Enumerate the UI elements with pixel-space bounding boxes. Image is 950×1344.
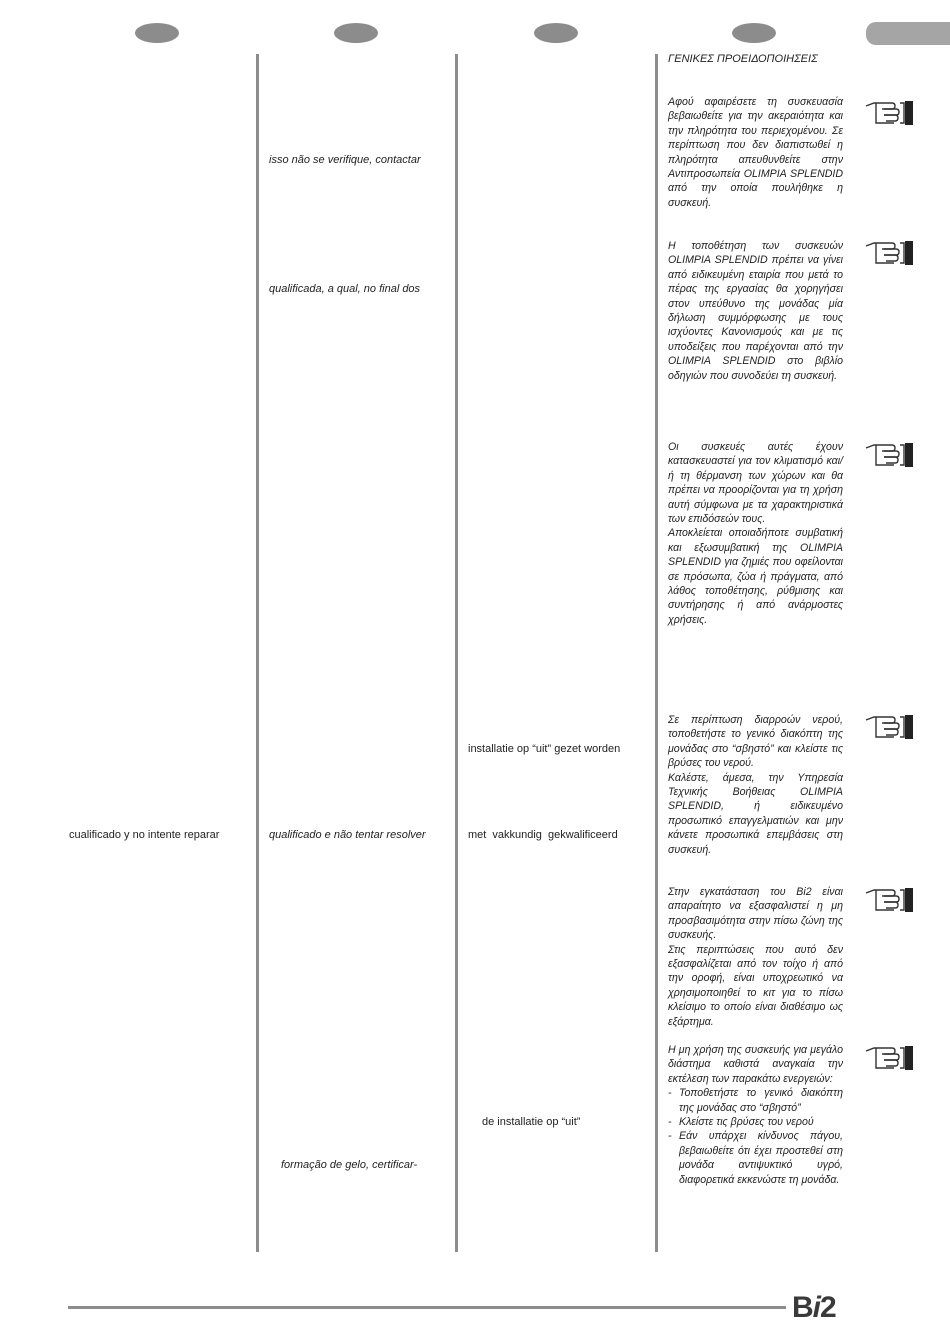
greek-paragraph-4 — [668, 713, 843, 857]
paragraph-text: Καλέστε, άμεσα, την Υπηρεσία Τεχνικής Βοήθειας OLIMPIA SPLENDID, ή ειδικευμένο προσωπικό επαγγελματιών και μην κάνετε προσωπικά επεμβάσεις στη συσκευή. — [668, 771, 843, 856]
column-divider-1 — [256, 54, 259, 1252]
paragraph-text: Στις περιπτώσεις που αυτό δεν εξασφαλίζεται από τον τοίχο ή από την οροφή, είναι υποχρεωτικό να χρησιμοποιηθεί το κιτ για το πίσω κλείσιμο το οποίο είναι διαθέσιμο ως εξάρτημα. — [668, 943, 843, 1028]
paragraph-text: Η τοποθέτηση των συσκευών OLIMPIA SPLENDID πρέπει να γίνει από ειδικευμένη εταιρία που μετά το πέρας της εργασίας θα χορηγήσει στον υπεύθυνο της μονάδας μία δήλωση συμμόρφωσης με τους ισχύοντες Κανονισμούς και με τις υποδείξεις που παρέχονται από την OLIMPIA SPLENDID στο βιβλίο οδηγιών που συνοδεύει τη συσκευή. — [668, 240, 843, 382]
fragment-col1-cualificado: cualificado y no intente reparar — [69, 829, 220, 841]
pointing-hand-icon — [864, 884, 914, 914]
pointing-hand-icon — [864, 237, 914, 267]
column-divider-2 — [455, 54, 458, 1252]
fragment-col3-installatie: installatie op “uit” gezet worden — [468, 743, 621, 755]
logo-letter-i: i — [812, 1291, 821, 1324]
instruction-list — [668, 1086, 843, 1187]
pointing-hand-icon — [864, 711, 914, 741]
greek-paragraph-1 — [668, 95, 843, 210]
paragraph-text: Η μη χρήση της συσκευής για μεγάλο διάστημα καθιστά αναγκαία την εκτέλεση των παρακάτω ενεργειών: — [668, 1044, 843, 1085]
fragment-col3-de-installatie: de installatie op “uit” — [482, 1116, 581, 1128]
section-heading: ΓΕΝΙΚΕΣ ΠΡΟΕΙΔΟΠΟΙΗΣΕΙΣ — [668, 53, 818, 65]
logo-digit: 2 — [820, 1291, 836, 1324]
fragment-col2-isso: isso não se verifique, contactar — [269, 154, 421, 166]
list-item: - Τοποθετήστε το γενικό διακόπτη της μονάδας στο “σβηστό” — [668, 1086, 843, 1115]
pointing-hand-icon — [864, 439, 914, 469]
greek-paragraph-2 — [668, 239, 843, 383]
pointing-hand-icon — [864, 97, 914, 127]
fragment-col3-met: met vakkundig gekwalificeerd — [468, 829, 618, 841]
pointing-hand-icon — [864, 1042, 914, 1072]
language-tab-active — [866, 22, 950, 45]
fragment-col2-formacao: formação de gelo, certificar- — [281, 1159, 418, 1171]
greek-paragraph-5 — [668, 885, 843, 1029]
fragment-col2-qualificada: qualificada, a qual, no final dos — [269, 283, 421, 295]
fragment-col2-qualificado: qualificado e não tentar resolver — [269, 829, 426, 841]
paragraph-text: Σε περίπτωση διαρροών νερού, τοποθετήστε το γενικό διακόπτη της μονάδας στο “σβηστό” και κλείστε τις βρύσες του νερού. — [668, 714, 843, 770]
list-item: - Εάν υπάρχει κίνδυνος πάγου, βεβαιωθείτε ότι έχει προστεθεί στη μονάδα αντιψυκτικό υγρό, διαφορετικά εκκενώστε τη μονάδα. — [668, 1129, 843, 1187]
brand-logo — [792, 1290, 836, 1326]
language-marker-1 — [135, 23, 179, 43]
language-marker-4 — [732, 23, 776, 43]
paragraph-text: Αφού αφαιρέσετε τη συσκευασία βεβαιωθείτε για την ακεραιότητα και την πληρότητα του περιεχομένου. Σε περίπτωση που δεν διαπιστωθεί η πληρότητα απευθυνθείτε στην Αντιπροσωπεία OLIMPIA SPLENDID από την οποία πουλήθηκε η συσκευή. — [668, 96, 843, 209]
greek-paragraph-3 — [668, 440, 843, 627]
list-item: - Κλείστε τις βρύσες του νερού — [668, 1115, 843, 1129]
language-marker-3 — [534, 23, 578, 43]
footer-rule — [68, 1306, 786, 1309]
paragraph-text: Αποκλείεται οποιαδήποτε συμβατική και εξωσυμβατική της OLIMPIA SPLENDID για ζημιές που οφείλονται σε πρόσωπα, ζώα ή πράγματα, από λάθος τοποθέτησης, ρύθμισης και συντήρησης ή από ανάρμοστες χρήσεις. — [668, 527, 843, 626]
greek-paragraph-6 — [668, 1043, 843, 1187]
greek-heading-block — [668, 52, 843, 66]
logo-letter-b: B — [792, 1291, 813, 1324]
language-marker-2 — [334, 23, 378, 43]
paragraph-text: Στην εγκατάσταση του Bi2 είναι απαραίτητο να εξασφαλιστεί η μη προσβασιμότητα στην πίσω ζώνη της συσκευής. — [668, 886, 843, 942]
column-divider-3 — [655, 54, 658, 1252]
paragraph-text: Οι συσκευές αυτές έχουν κατασκευαστεί για τον κλιματισμό και/ή τη θέρμανση των χώρων και θα πρέπει να προορίζονται για τη χρήση αυτή σύμφωνα με τα χαρακτηριστικά των επιδόσεών τους. — [668, 441, 843, 526]
